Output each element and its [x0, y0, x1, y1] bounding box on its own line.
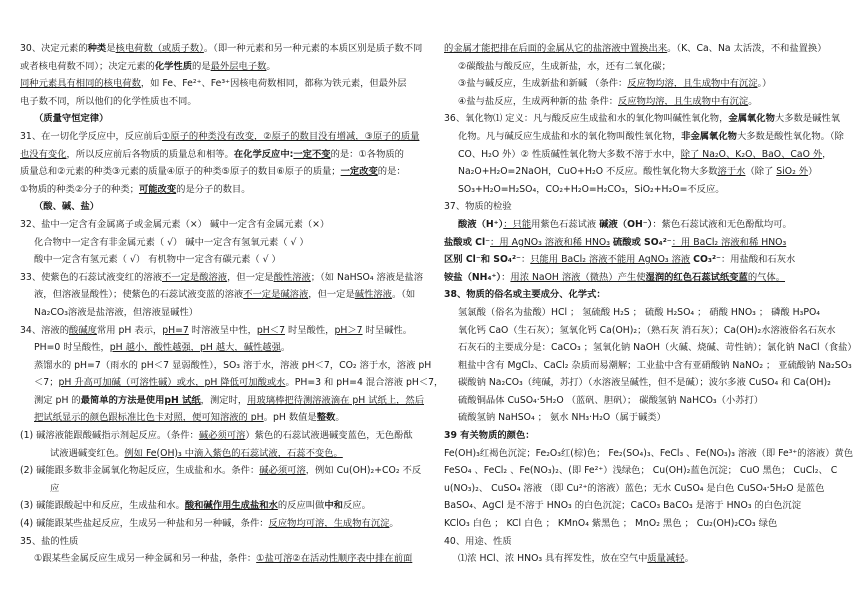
- text-line-l15: [20, 286, 420, 304]
- text-segment: 中和: [324, 500, 343, 512]
- text-segment: ：用 AgNO₃ 溶液和稀 HNO₃: [490, 236, 610, 248]
- text-segment: 一定不变: [293, 148, 331, 160]
- text-segment: 碱性溶液: [354, 289, 392, 301]
- text-segment: ；（如 NaHSO₄ 溶液是盐溶: [310, 271, 424, 283]
- text-segment: 硫酸铜晶体 CuSO₄·5H₂O （蓝矾、胆矾）； 碳酸氢钠 NaHCO₃（小苏打）: [458, 394, 764, 406]
- text-segment: (4) 碱能跟某些盐起反应，生成另一种盐和另一种碱，条件：: [20, 518, 269, 530]
- text-line-r10: [444, 198, 840, 216]
- text-segment: 大多数是酸性氧化物。（除: [736, 130, 844, 142]
- text-segment: 38、物质的俗名或主要成分、化学式：: [444, 289, 606, 301]
- text-segment: 硫酸氢钠 NaHSO₄ ； 氨水 NH₃·H₂O（属于碱类）: [458, 412, 666, 424]
- text-segment: pH 越小，酸性越强，pH 越大，碱性越强: [109, 342, 281, 354]
- text-segment: （酸、碱、盐）: [34, 201, 100, 213]
- text-line-r16: [444, 304, 840, 322]
- text-segment: 30、决定元素的: [20, 43, 88, 54]
- text-line-r23: [444, 427, 840, 445]
- text-segment: 氧化钙 CaO（生石灰）；氢氧化钙 Ca(OH)₂；（熟石灰 消石灰）；Ca(OH)₂水溶液俗名石灰水: [458, 324, 836, 336]
- text-segment: 区别 Cl⁻和 SO₄²⁻: [444, 254, 521, 266]
- text-line-l16: [20, 304, 420, 322]
- text-segment: 35、盐的性质: [20, 535, 79, 547]
- text-line-l21: [20, 392, 425, 410]
- text-line-l2: [20, 58, 420, 76]
- text-segment: 粗盐中含有 MgCl₂、CaCl₂ 杂质而易潮解；工业盐中含有亚硝酸钠 NaNO₂ ； 亚硫酸钠 Na₂SO₃: [458, 359, 852, 371]
- text-line-l1: [20, 40, 423, 58]
- text-line-l26: [20, 480, 420, 498]
- text-line-r29: [444, 533, 840, 551]
- text-line-r14: [444, 269, 840, 287]
- text-segment: 常用 pH 表示，: [96, 324, 163, 336]
- text-segment: 时呈碱性。: [362, 324, 413, 336]
- text-segment: 也没有变化: [20, 148, 67, 160]
- text-line-l14: [20, 269, 424, 287]
- text-line-r20: [444, 374, 840, 392]
- left-column: [20, 40, 444, 568]
- text-segment: 的是分子的数目。: [176, 183, 251, 195]
- text-segment: ③盐与碱反应，生成新盐和新碱 （条件：: [458, 78, 628, 90]
- text-segment: pH＜7: [256, 324, 285, 336]
- text-segment: ：紫色石蕊试液和无色酚酞均可。: [652, 218, 792, 230]
- text-segment: ，测定时，: [200, 394, 248, 406]
- text-line-r25: [444, 462, 840, 480]
- text-segment: SO₃+H₂O=H₂SO₄，CO₂+H₂O=H₂CO₃，SiO₂+H₂O=不反应。: [458, 183, 725, 195]
- text-segment: 不一定是碱溶液: [243, 289, 309, 301]
- text-line-l18: [20, 339, 420, 357]
- text-line-l20: [20, 374, 444, 392]
- text-segment: 酸性溶液: [273, 271, 311, 283]
- text-segment: 酸和碱作用生成盐和水: [184, 500, 278, 512]
- text-line-l25: [20, 462, 420, 480]
- text-line-r2: [444, 58, 840, 76]
- text-segment: 蒸馏水的 pH=7（雨水的 pH＜7 显弱酸性），SO₃ 溶于水，溶液 pH＜7，CO₂ 溶于水，溶液 pH: [34, 359, 432, 371]
- text-line-l8: [20, 163, 420, 181]
- text-line-l19: [20, 357, 432, 375]
- text-line-r18: [444, 339, 857, 357]
- text-line-r24: [444, 445, 854, 463]
- text-segment: ：用盐酸和石灰水: [720, 254, 796, 266]
- text-segment: 最外层电子数: [210, 60, 267, 72]
- text-segment: 碱液（OH⁻）: [599, 218, 653, 230]
- text-segment: 酸碱度: [69, 324, 97, 336]
- text-line-r21: [444, 392, 840, 410]
- text-segment: ②碳酸盐与酸反应，生成新盐，水，还有二氧化碳；: [458, 60, 671, 72]
- text-segment: ：: [520, 254, 531, 266]
- text-segment: 应: [50, 482, 60, 494]
- text-line-r7: [444, 146, 840, 164]
- text-segment: ：只能: [503, 218, 532, 230]
- text-segment: (3) 碱能跟酸起中和反应，生成盐和水。: [20, 500, 185, 512]
- text-segment: 核电荷数（或质子数）: [115, 43, 204, 54]
- text-segment: BaSO₄、AgCl 是不溶于 HNO₃ 的白色沉淀；CaCO₃ BaCO₃ 是溶于 HNO₃ 的白色沉淀: [444, 500, 801, 512]
- text-segment: 34、溶液的: [20, 324, 70, 336]
- text-segment: 石灰石的主要成分是：CaCO₃ ；氢氧化钠 NaOH（火碱、烧碱、苛性钠）；氯化钠 NaCl（食盐）: [458, 342, 857, 354]
- text-line-r22: [444, 409, 840, 427]
- text-segment: 。: [280, 342, 291, 354]
- text-line-l22: [20, 409, 420, 427]
- text-segment: 32、盐中一定含有金属离子或金属元素（×） 碱中一定含有金属元素（×）: [20, 218, 330, 230]
- text-line-r26: [444, 480, 840, 498]
- text-segment: ①盐可溶②在活动性顺序表中排在前面: [256, 553, 413, 565]
- text-segment: ①物质的种类②分子的种类；: [20, 183, 139, 195]
- text-segment: pH＞7: [334, 324, 363, 336]
- text-segment: 金属氧化物: [728, 113, 775, 125]
- text-segment: ，所以反应前后各物质的质量总和相等。: [66, 148, 234, 160]
- text-line-l6: [20, 128, 420, 146]
- text-segment: 。: [748, 95, 758, 107]
- text-segment: 质量总和②元素的种类③元素的质量④原子的种类⑤原子的数目⑥原子的质量；: [20, 166, 341, 178]
- text-segment: ＜7；: [34, 377, 59, 389]
- text-segment: 的气体。: [747, 271, 786, 283]
- text-segment: 的金属才能把排在后面的金属从它的盐溶液中置换出来: [444, 43, 668, 54]
- text-segment: ）紫色的石蕊试液遇碱变蓝色，无色酚酞: [245, 430, 413, 442]
- text-line-l3: [20, 75, 420, 93]
- text-segment: 用紫色石蕊试液: [531, 218, 600, 230]
- text-segment: pH=7: [162, 324, 189, 336]
- text-segment: 37、物质的检验: [444, 201, 512, 213]
- text-line-l4: [20, 93, 420, 111]
- text-line-l23: [20, 427, 420, 445]
- text-segment: 40、用途、性质: [444, 535, 512, 547]
- text-segment: 。（如: [391, 289, 416, 301]
- text-segment: 湿润的红色石蕊试纸变蓝: [645, 271, 748, 283]
- text-line-l17: [20, 322, 420, 340]
- text-line-l9: [20, 181, 420, 199]
- text-segment: 。: [684, 553, 694, 565]
- text-segment: 碱必须可溶: [259, 465, 306, 477]
- text-segment: KClO₃ 白色 ； KCl 白色 ； KMnO₄ 紫黑色 ； MnO₂ 黑色 ； Cu₂(OH)₂CO₃ 绿色: [444, 518, 778, 530]
- text-line-r3: [444, 75, 840, 93]
- text-line-r15: [444, 286, 840, 304]
- text-line-l7: [20, 146, 420, 164]
- text-segment: 盐酸或 Cl⁻: [444, 236, 491, 248]
- text-segment: 。（即一种元素和另一种元素的本质区别是质子数不同: [203, 43, 423, 54]
- text-segment: Fe(OH)₃红褐色沉淀；Fe₂O₃红(棕)色； Fe₂(SO₄)₃、FeCl₃ 、Fe(NO₃)₃ 溶液（即 Fe³⁺的溶液）黄色: [444, 447, 854, 459]
- text-line-r8: [444, 163, 840, 181]
- text-segment: 的是：: [377, 166, 406, 178]
- text-segment: ④盐与盐反应，生成两种新的盐 条件：: [458, 95, 619, 107]
- text-segment: 的反应叫做: [277, 500, 325, 512]
- text-line-r13: [444, 251, 840, 269]
- text-segment: ，例如 Cu(OH)₂+CO₂ 不反: [305, 465, 422, 477]
- text-segment: 时呈酸性，: [285, 324, 335, 336]
- text-segment: （除了: [745, 166, 777, 178]
- text-line-r6: [444, 128, 844, 146]
- text-segment: 测定 pH 的: [34, 394, 81, 406]
- text-segment: 用浓 NaOH 溶液（微热）产生使: [510, 271, 646, 283]
- text-segment: 最简单的方法是使用: [80, 394, 165, 406]
- text-segment: u(NO₃)₂、 CuSO₄ 溶液 （即 Cu²⁺的溶液）蓝色；无水 CuSO₄ 是白色 CuSO₄·5H₂O 是蓝色: [444, 482, 825, 494]
- text-segment: 。pH 数值是: [263, 412, 317, 424]
- text-line-r4: [444, 93, 840, 111]
- text-line-l11: [20, 216, 420, 234]
- text-segment: 铵盐（NH₄⁺）: [444, 271, 502, 283]
- text-segment: 反应。: [342, 500, 371, 512]
- text-segment: 非金属氧化物: [681, 130, 737, 142]
- text-segment: 反应物均可溶，生成物有沉淀: [268, 518, 390, 530]
- text-segment: ：: [501, 271, 511, 283]
- text-segment: 化物。凡与碱反应生成盐和水的氧化物叫酸性氧化物，: [458, 130, 682, 142]
- text-line-r9: [444, 181, 840, 199]
- text-segment: 大多数是碱性氧: [774, 113, 840, 125]
- text-segment: 同种元素具有相同的核电荷数: [20, 78, 141, 90]
- text-segment: 质量减轻: [647, 553, 685, 565]
- text-line-l27: [20, 497, 420, 515]
- text-segment: 。PH=3 和 pH=4 混合溶液 pH＜7，: [285, 377, 444, 389]
- text-segment: 一定改变: [340, 166, 378, 178]
- text-segment: 种类: [87, 43, 107, 54]
- text-line-l24: [20, 445, 420, 463]
- text-segment: 。: [266, 60, 276, 72]
- text-segment: pH 试纸: [164, 394, 201, 406]
- text-segment: 溶于水: [717, 166, 746, 178]
- text-segment: 反应物均溶，且生成物中有沉淀: [627, 78, 758, 90]
- text-segment: 的是: [192, 60, 211, 72]
- text-line-l5: [20, 110, 420, 128]
- text-line-r12: [444, 234, 840, 252]
- text-segment: ，如 Fe、Fe²⁺、Fe³⁺因核电荷数相同，都称为铁元素，但最外层: [140, 78, 407, 90]
- text-segment: 反应物均溶，且生成物中有沉淀: [618, 95, 749, 107]
- text-segment: 36、氧化物⑴ 定义：凡与酸反应生成盐和水的氧化物叫碱性氧化物，: [444, 113, 729, 125]
- text-segment: 氢氯酸（俗名为盐酸）HCl ； 氢硫酸 H₂S ； 硫酸 H₂SO₄ ； 硝酸 HNO₃ ； 磷酸 H₃PO₄: [458, 306, 820, 318]
- text-segment: 。: [335, 412, 345, 424]
- text-segment: 整数: [316, 412, 336, 424]
- text-segment: 碱必须可溶: [198, 430, 246, 442]
- text-segment: 31、在一切化学反应中，反应前后: [20, 130, 162, 142]
- text-segment: 。）: [757, 78, 772, 90]
- text-line-r30: [444, 550, 840, 568]
- text-segment: 化学性质: [154, 60, 193, 72]
- text-segment: PH=0 时呈酸性，: [34, 342, 110, 354]
- text-segment: 。: [389, 518, 399, 530]
- text-segment: ⑴浓 HCl、浓 HNO₃ 具有挥发性，放在空气中: [458, 553, 648, 565]
- text-segment: 的是：①各物质的: [330, 148, 404, 160]
- text-segment: SiO₂ 外: [776, 166, 809, 178]
- text-segment: 或者核电荷数不同）；决定元素的: [20, 60, 155, 72]
- text-segment: 在化学反应中:: [233, 148, 294, 160]
- text-segment: ：用 BaCl₂ 溶液和稀 HNO₃: [671, 236, 787, 248]
- text-line-l29: [20, 533, 420, 551]
- text-segment: 酸液（H⁺）: [458, 218, 504, 230]
- text-segment: ①原子的种类没有改变，②原子的数目没有增减，③原子的质量: [162, 130, 420, 142]
- text-segment: 酸中一定含有氢元素（ √） 有机物中一定含有碳元素（ √ ）: [34, 254, 281, 266]
- text-line-r11: [444, 216, 840, 234]
- text-line-r27: [444, 497, 840, 515]
- text-segment: ，: [822, 148, 832, 160]
- text-segment: 化合物中一定含有非金属元素（ √） 碱中一定含有氢氧元素（ √ ）: [34, 236, 309, 248]
- text-segment: pH 升高可加碱（可溶性碱）或水，pH 降低可加酸或水: [58, 377, 286, 389]
- text-line-r5: [444, 110, 840, 128]
- text-line-l12: [20, 234, 420, 252]
- text-segment: Na₂CO₃溶液是盐溶液，但溶液显碱性）: [34, 306, 199, 318]
- text-segment: 碳酸钠 Na₂CO₃（纯碱，苏打）（水溶液呈碱性，但不是碱）；波尔多液 CuSO₄ 和 Ca(OH)₂: [458, 377, 831, 389]
- text-segment: （质量守恒定律）: [34, 113, 109, 125]
- text-segment: 不一定是酸溶液: [162, 271, 228, 283]
- text-line-r17: [444, 322, 840, 340]
- text-segment: Na₂O+H₂O=2NaOH，CuO+H₂O 不反应。酸性氧化物大多数: [458, 166, 718, 178]
- text-segment: 硫酸或 SO₄²⁻: [612, 236, 672, 248]
- text-segment: 试液遇碱变红色。: [50, 447, 125, 459]
- text-line-r28: [444, 515, 840, 533]
- text-segment: ①跟某些金属反应生成另一种金属和另一种盐，条件：: [34, 553, 257, 565]
- text-segment: 时溶液呈中性，: [188, 324, 257, 336]
- text-segment: 液，但溶液显酸性）；使紫色的石蕊试液变蓝的溶液: [34, 289, 244, 301]
- text-segment: 可能改变: [138, 183, 177, 195]
- text-segment: 例如 Fe(OH)₃ 中滴入紫色的石蕊试液，石蕊不变色。: [124, 447, 343, 459]
- text-segment: (2) 碱能跟多数非金属氧化物起反应，生成盐和水。条件：: [20, 465, 260, 477]
- text-line-l10: [20, 198, 420, 216]
- text-segment: 是: [106, 43, 116, 54]
- text-segment: 电子数不同，所以他们的化学性质也不同。: [20, 95, 197, 107]
- text-segment: 用玻璃棒把待测溶液滴在 pH 试纸上，然后: [247, 394, 425, 406]
- text-segment: CO、H₂O 外）② 性质碱性氧化物大多数不溶于水中，: [458, 148, 681, 160]
- text-line-l28: [20, 515, 420, 533]
- text-line-l13: [20, 251, 420, 269]
- text-segment: FeSO₄ 、FeCl₂ 、Fe(NO₃)₂、(即 Fe²⁺）浅绿色； Cu(OH)₂蓝色沉淀； CuO 黑色； CuCl₂、 C: [444, 465, 838, 477]
- text-segment: ）: [808, 166, 818, 178]
- text-segment: 39 有关物质的颜色：: [444, 430, 535, 442]
- text-segment: (1) 碱溶液能跟酸碱指示剂起反应。（条件：: [20, 430, 199, 442]
- text-segment: ，但一定是: [227, 271, 274, 283]
- text-segment: 只能用 BaCl₂ 溶液不能用 AgNO₃ 溶液: [530, 254, 691, 266]
- text-segment: CO₃²⁻: [693, 254, 721, 266]
- text-segment: 。（K、Ca、Na 太活泼，不和盐置换）: [667, 43, 827, 54]
- text-segment: ，但一定是: [308, 289, 355, 301]
- text-segment: 把试纸显示的颜色跟标准比色卡对照，便可知溶液的 pH: [34, 412, 264, 424]
- text-segment: 33、使紫色的石蕊试液变红的溶液: [20, 271, 162, 283]
- text-segment: 除了 Na₂O、K₂O、BaO、CaO 外: [680, 148, 823, 160]
- text-line-r1: [444, 40, 840, 58]
- text-line-r19: [444, 357, 852, 375]
- text-line-l30: [20, 550, 420, 568]
- right-column: [444, 40, 857, 568]
